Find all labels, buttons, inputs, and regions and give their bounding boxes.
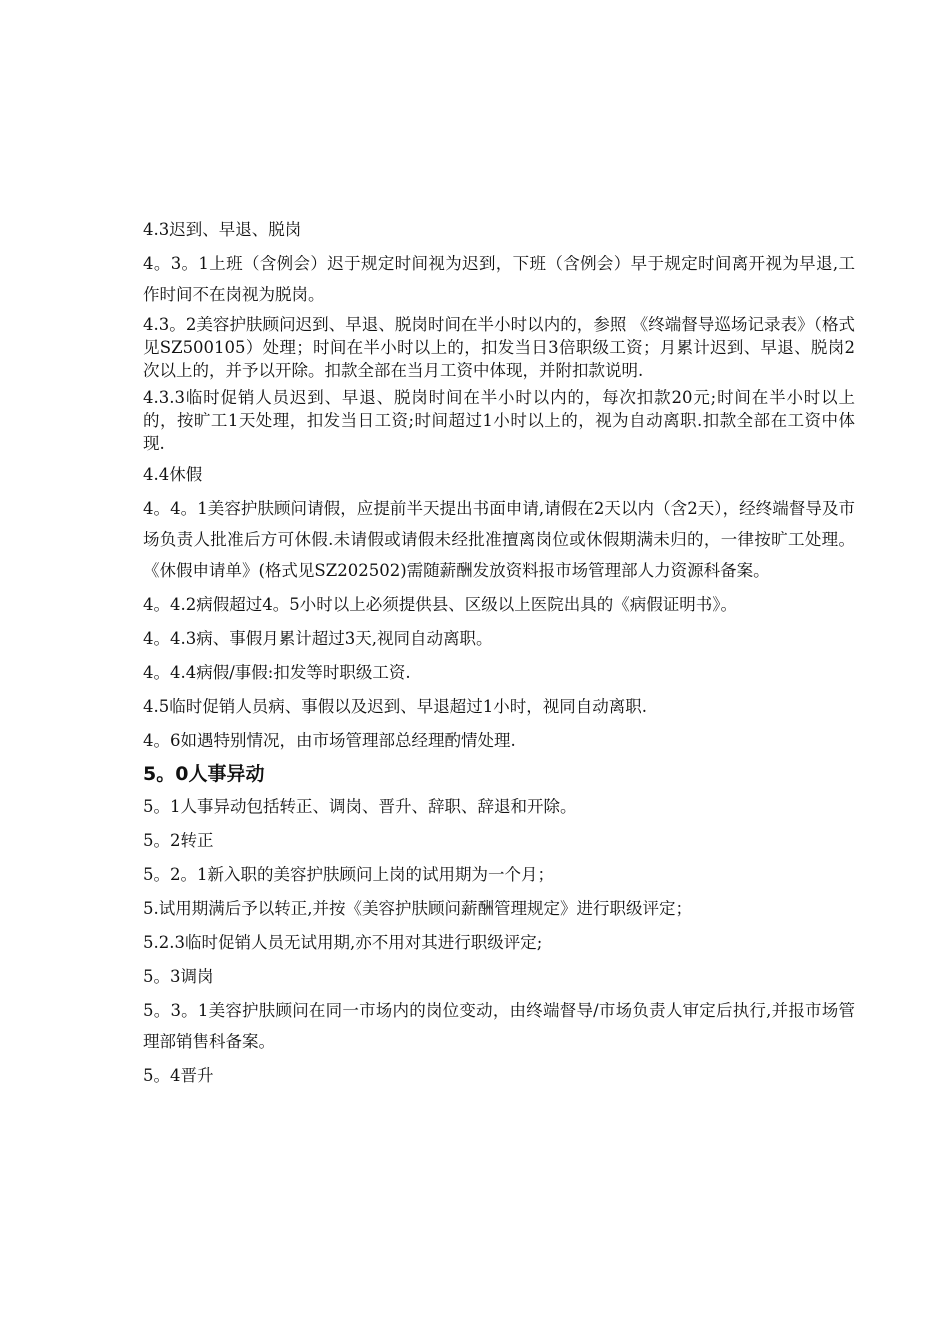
section-heading-5-4: 5。4晋升 <box>143 1066 214 1085</box>
clause-5-2-2: 5.试用期满后予以转正,并按《美容护肤顾问薪酬管理规定》进行职级评定； <box>143 899 692 918</box>
clause-4-4-2: 4。4.2病假超过4。5小时以上必须提供县、区级以上医院出具的《病假证明书》。 <box>143 595 737 614</box>
clause-4-3-1: 4。3。1上班（含例会）迟于规定时间视为迟到，下班（含例会）早于规定时间离开视为早退,工作时间不在岗视为脱岗。 <box>143 254 855 304</box>
clause-5-1: 5。1人事异动包括转正、调岗、晋升、辞职、辞退和开除。 <box>143 797 577 816</box>
section-heading-5-2: 5。2转正 <box>143 831 214 850</box>
clause-4-6: 4。6如遇特别情况，由市场管理部总经理酌情处理. <box>143 731 516 750</box>
section-heading-4-3: 4.3迟到、早退、脱岗 <box>143 220 302 239</box>
clause-4-4-1: 4。4。1美容护肤顾问请假，应提前半天提出书面申请,请假在2天以内（含2天），经终端督导及市场负责人批准后方可休假.未请假或请假未经批准擅离岗位或休假期满未归的，一律按旷工处理。《休假申请单》(格式见SZ202502)需随薪酬发放资料报市场管理部人力资源科备案。 <box>143 499 855 580</box>
document-body <box>143 214 855 1094</box>
clause-4-4-3: 4。4.3病、事假月累计超过3天,视同自动离职。 <box>143 629 493 648</box>
clause-4-3-2: 4.3。2美容护肤顾问迟到、早退、脱岗时间在半小时以内的，参照 《终端督导巡场记录表》（格式见SZ500105）处理；时间在半小时以上的，扣发当日3倍职级工资；月累计迟到、早退、脱岗2次以上的，并予以开除。扣款全部在当月工资中体现，并附扣款说明. <box>143 315 855 380</box>
clause-5-2-3: 5.2.3临时促销人员无试用期,亦不用对其进行职级评定; <box>143 933 543 952</box>
clause-5-2-1: 5。2。1新入职的美容护肤顾问上岗的试用期为一个月； <box>143 865 554 884</box>
section-heading-4-4: 4.4休假 <box>143 465 203 484</box>
section-heading-5-3: 5。3调岗 <box>143 967 214 986</box>
clause-4-3-3: 4.3.3临时促销人员迟到、早退、脱岗时间在半小时以内的，每次扣款20元;时间在半小时以上的，按旷工1天处理，扣发当日工资;时间超过1小时以上的，视为自动离职.扣款全部在工资中体现. <box>143 388 855 453</box>
clause-5-3-1: 5。3。1美容护肤顾问在同一市场内的岗位变动，由终端督导/市场负责人审定后执行,并报市场管理部销售科备案。 <box>143 1001 855 1051</box>
clause-4-5: 4.5临时促销人员病、事假以及迟到、早退超过1小时，视同自动离职. <box>143 697 647 716</box>
clause-4-4-4: 4。4.4病假/事假:扣发等时职级工资. <box>143 663 411 682</box>
chapter-heading-5-0: 5。0人事异动 <box>143 763 265 785</box>
